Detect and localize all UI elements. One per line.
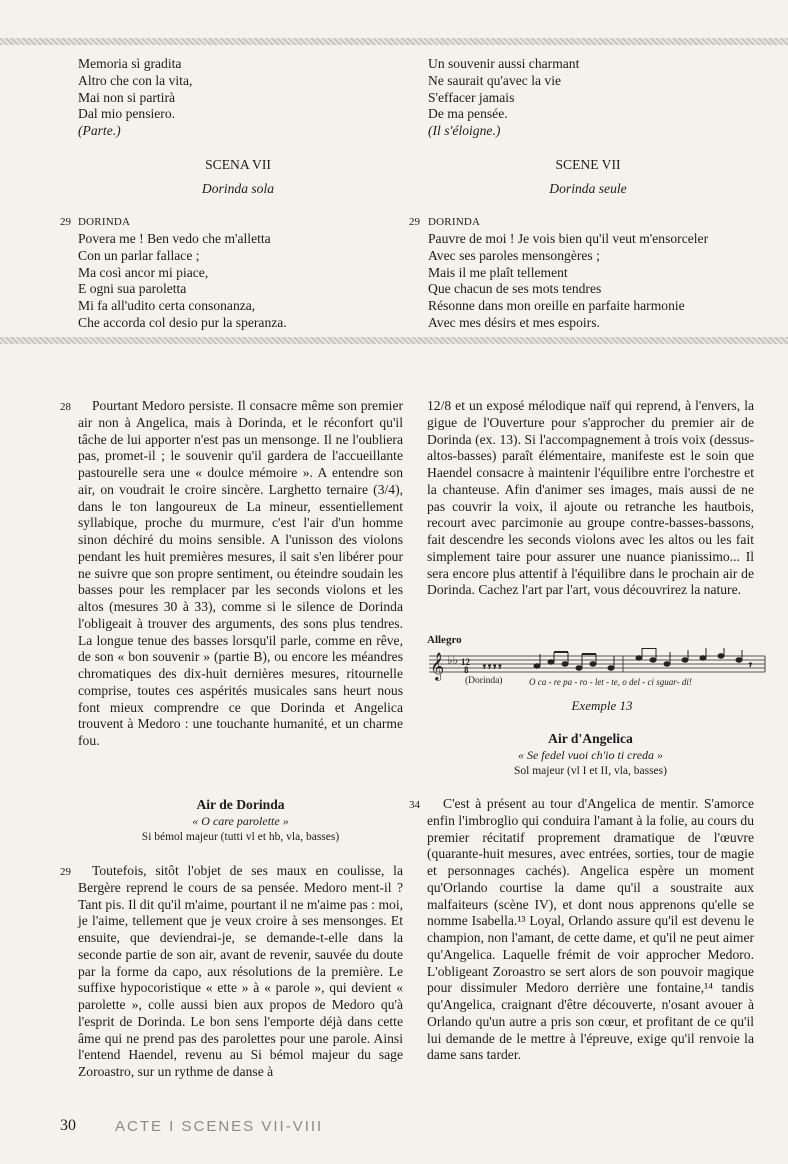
commentary-paragraph-28	[78, 398, 403, 750]
air-key: Sol majeur (vl I et II, vla, basses)	[514, 765, 667, 777]
libretto-line: Dal mio pensiero.	[78, 106, 176, 122]
libretto-line: De ma pensée.	[428, 106, 508, 122]
commentary-paragraph-continued	[427, 398, 754, 599]
libretto-line: Que chacun de ses mots tendres	[428, 281, 602, 297]
libretto-line: Avec mes désirs et mes espoirs.	[428, 314, 600, 330]
paragraph-text: C'est à présent au tour d'Angelica de mentir. S'amorce enfin l'imbroglio qui conduira l'amant à la folie, au cours du premier récitatif proprement dramatique de l'œuvre (quarante-huit mesures, avec entrées, sorties, tour de magie et personnages cachés). Angelica espère un moment qu'Orlando courtise la dame qu'il a soustraite aux malfaiteurs (scène IV), et dont nous apprenons qu'elle se nomme Isabella.¹³ Loyal, Orlando assure qu'il est devenu le champion, non l'amant, de cette dame, et qu'il ne peut aimer qu'Angelica. Laquelle frémit de voir approcher Medoro. L'obligeant Zoroastro se sert alors de son pouvoir magique pour dissimuler Medoro derrière une fontaine,¹⁴ tandis qu'Angelica, craignant d'être découverte, n'osant avouer à Orlando qu'un autre a pris son cœur, et profitant de ce qu'il lui demande de le mettre à l'épreuve, exige qu'il renvoie la dame sans tarder.	[427, 796, 754, 1063]
speaker-name: DORINDA	[428, 216, 481, 228]
scene-title: SCENE VII	[555, 157, 621, 172]
air-title: Air de Dorinda	[196, 797, 285, 812]
libretto-french-recit	[428, 231, 708, 332]
scene-subtitle: Dorinda sola	[201, 181, 275, 196]
libretto-line: E ogni sua paroletta	[78, 281, 187, 297]
air-key: Si bémol majeur (tutti vl et hb, vla, basses)	[141, 831, 340, 843]
svg-text:♭♭: ♭♭	[447, 653, 459, 667]
air-incipit: « O care parolette »	[192, 814, 289, 828]
example-caption: Exemple 13	[571, 698, 633, 713]
scene-title: SCENA VII	[205, 157, 271, 172]
bottom-divider	[0, 337, 788, 344]
scene-heading-french	[428, 156, 748, 198]
libretto-italian-top	[78, 56, 192, 140]
libretto-line: Avec ses paroles mensongères ;	[428, 247, 600, 263]
libretto-french-top	[428, 56, 579, 140]
libretto-line: Un souvenir aussi charmant	[428, 56, 580, 71]
commentary-paragraph-29	[78, 863, 403, 1081]
libretto-line: Ne saurait qu'avec la vie	[428, 72, 562, 88]
paragraph-text: Pourtant Medoro persiste. Il consacre même son premier air non à Angelica, mais à Dorinda, et le réconfort qu'il tâche de lui apporter n'est pas un mensonge. Il ne l'oubliera pas, promet-il ; le souvenir qu'il gardera de l'accueillante pastourelle sera une « doulce mémoire ». A entendre son air, on voudrait le croire sincère. Larghetto ternaire (3/4), dans le ton langoureux de La mineur, essentiellement syllabique, proche du murmure, c'est l'air d'un homme sinon déchiré du moins sensible. A l'unisson des violons pendant les huit premières mesures, il sait s'en libérer pour ne suivre que son propre sentiment, ou éteindre soudain les basses pour les remplacer par les seconds violons et les altos (mesures 30 à 33), comme si le silence de Dorinda l'obligeait à trouver des arguments, des sons plus tendres. La longue tenue des basses lorsqu'il parle, comme en rêve, de son « bon souvenir » (partie B), ou encore les méandres chromatiques des dix-huit dernières mesures, ritournelle comprise, toutes ces aspérités musicales sans heurt nous font mieux comprendre ce que Dorinda et Angelica trouvent à Medoro : une touchante humanité, et un charme fou.	[78, 398, 403, 748]
air-angelica-heading	[427, 731, 754, 779]
commentary-paragraph-34	[427, 796, 754, 1064]
libretto-line: Pauvre de moi ! Je vois bien qu'il veut m'ensorceler	[428, 231, 709, 246]
libretto-line: Mais il me plaît tellement	[428, 264, 568, 280]
air-dorinda-heading	[78, 797, 403, 845]
margin-number: 29	[409, 216, 420, 228]
treble-clef-icon: 𝄞	[430, 654, 445, 680]
libretto-line: Ma così ancor mi piace,	[78, 264, 209, 280]
libretto-line: Con un parlar fallace ;	[78, 247, 200, 263]
stage-direction: (Parte.)	[78, 123, 121, 139]
libretto-line: Che accorda col desio pur la speranza.	[78, 314, 287, 330]
paragraph-text: Toutefois, sitôt l'objet de ses maux en coulisse, la Bergère reprend le cours de sa pensée. Medoro ment-il ? Tant pis. Il dit qu'il m'aime, pourtant il ne m'aime pas : moi, je l'aime, tellement que je veux croire à ses mensonges. Et ensuite, que deviendrai-je, se demande-t-elle dans la seconde partie de son air, avant de revenir, sauvée du doute par la forme da capo, aux résolutions de la première. Le suffixe hypocoristique « ette » à « parole », qui devient « parolette », colle aussi bien aux propos de Medoro qu'à l'esprit de Dorinda. Le bon sens l'emporte déjà dans cette âme qui ne prend pas des parolettes pour une parole. Ainsi l'entend Haendel, revenu au Si bémol majeur du sage Zoroastro, sur un rythme de danse à	[78, 863, 403, 1079]
running-footer-title: ACTE I SCENES VII-VIII	[115, 1118, 324, 1135]
scene-heading-italian	[78, 156, 398, 198]
voice-label: (Dorinda)	[465, 676, 503, 686]
svg-text:𝄾: 𝄾	[749, 660, 752, 671]
margin-number: 34	[409, 799, 420, 811]
top-divider	[0, 38, 788, 45]
page-number: 30	[60, 1117, 76, 1134]
libretto-line: Memoria sì gradita	[78, 56, 182, 71]
libretto-italian-recit	[78, 231, 287, 332]
libretto-line: Altro che con la vita,	[78, 72, 193, 88]
svg-text:𝄾 𝄾 𝄾 𝄾: 𝄾 𝄾 𝄾 𝄾	[483, 662, 502, 673]
libretto-line: S'effacer jamais	[428, 89, 515, 105]
margin-number: 28	[60, 401, 71, 413]
svg-text:12: 12	[461, 657, 470, 667]
margin-number: 29	[60, 216, 71, 228]
libretto-line: Mai non si partirà	[78, 89, 176, 105]
music-example-13	[427, 634, 777, 694]
air-title: Air d'Angelica	[548, 731, 633, 746]
libretto-line: Povera me ! Ben vedo che m'alletta	[78, 231, 271, 246]
tempo-marking: Allegro	[427, 634, 462, 646]
stage-direction: (Il s'éloigne.)	[428, 123, 501, 139]
libretto-line: Résonne dans mon oreille en parfaite harmonie	[428, 298, 685, 314]
svg-text:8: 8	[464, 665, 469, 675]
music-lyrics: O ca - re pa - ro - let - te, o del - ci sguar- di!	[529, 677, 692, 687]
air-incipit: « Se fedel vuoi ch'io ti creda »	[517, 748, 664, 762]
speaker-name: DORINDA	[78, 216, 131, 228]
margin-number: 29	[60, 866, 71, 878]
paragraph-text: 12/8 et un exposé mélodique naïf qui reprend, à l'envers, la gigue de l'Ouverture pour s'approcher du premier air de Dorinda (ex. 13). Si l'accompagnement à trois voix (dessus-altos-basses) paraît élémentaire, manifeste est le soin que Haendel consacre à maintenir l'équilibre entre l'orchestre et la chanteuse. Afin d'animer ses images, mais aussi de ne pas couvrir la voix, il ajoute ou retranche les hautbois, recourt avec parcimonie au groupe contre-basses-bassons, fait descendre les seconds violons avec les altos ou les fait simplement taire pour assurer une nuance pianissimo... Il sera encore plus attentif à l'équilibre dans le prochain air de Dorinda. Cachez l'art par l'art, vous découvrirez la nature.	[427, 398, 754, 598]
scene-subtitle: Dorinda seule	[549, 181, 627, 196]
libretto-line: Mi fa all'udito certa consonanza,	[78, 298, 256, 314]
